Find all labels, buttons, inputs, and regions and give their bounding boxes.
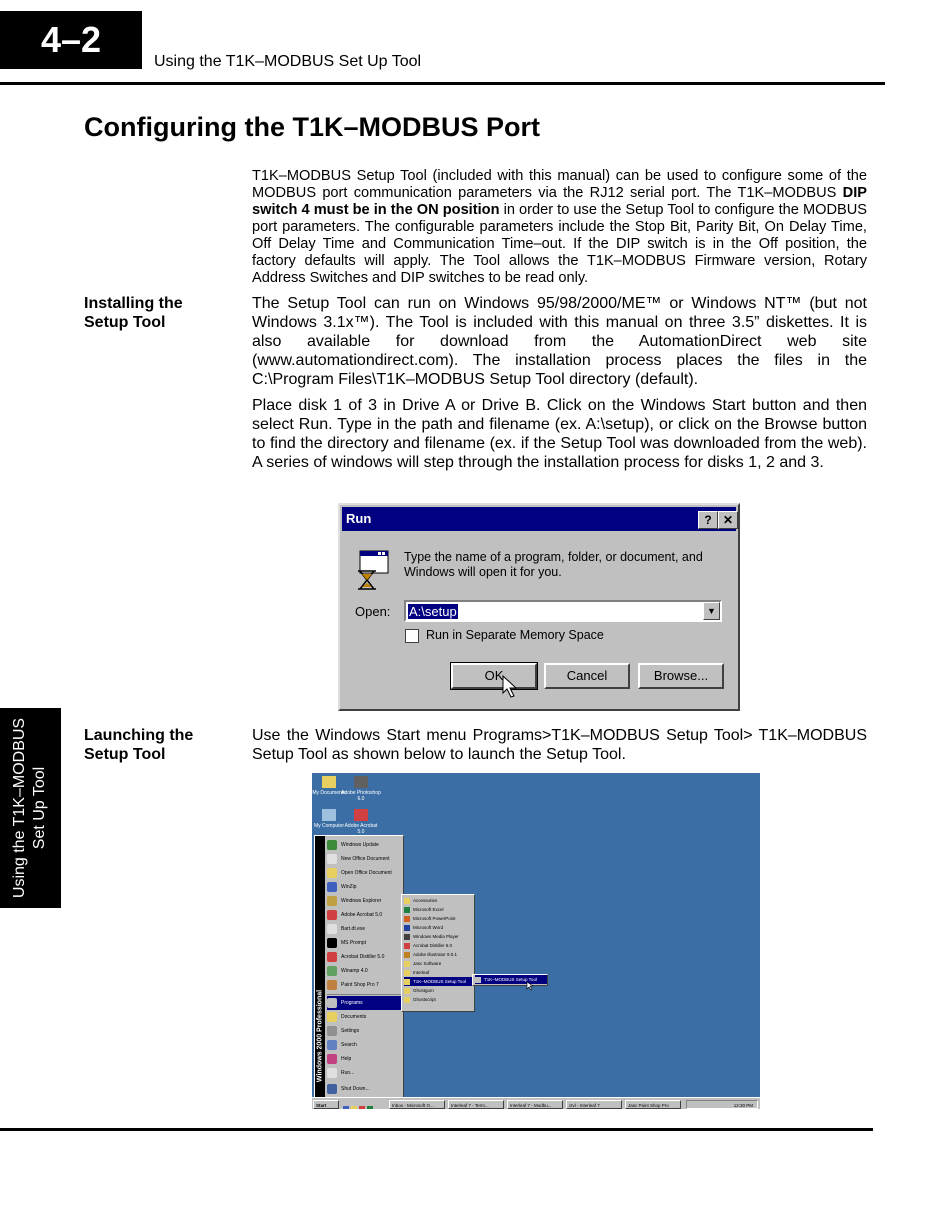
programs-submenu	[401, 894, 475, 1012]
browse-button[interactable]: Browse...	[638, 663, 724, 689]
tool-submenu	[472, 974, 548, 986]
start-menu-item[interactable]: MS Prompt	[327, 936, 401, 950]
menu-divider	[327, 994, 401, 995]
programs-item[interactable]: Ghostscript	[404, 995, 472, 1004]
system-tray-clock: 12:30 PM	[686, 1100, 758, 1109]
mouse-pointer-icon	[526, 981, 534, 991]
taskbar-task[interactable]: Inbox - Microsoft O...	[389, 1100, 445, 1109]
open-combobox[interactable]	[404, 600, 722, 622]
taskbar-task[interactable]: Interleaf 7 - Modbu...	[507, 1100, 563, 1109]
programs-item[interactable]: Interleaf	[404, 968, 472, 977]
launching-heading: Launching the Setup Tool	[84, 727, 194, 763]
start-menu-item[interactable]: Bart.dt.exe	[327, 922, 401, 936]
start-menu-item[interactable]: Help	[327, 1052, 401, 1066]
run-prompt: Type the name of a program, folder, or document, and Windows will open it for you.	[404, 550, 703, 579]
memory-space-label[interactable]: Run in Separate Memory Space	[426, 628, 604, 642]
start-menu-item[interactable]: Acrobat Distiller 5.0	[327, 950, 401, 964]
taskbar-task[interactable]: Interleaf 7 - Term...	[448, 1100, 504, 1109]
start-menu-item[interactable]: Open Office Document	[327, 866, 401, 880]
mouse-pointer-icon	[502, 675, 518, 699]
start-menu-band: Windows 2000 Professional	[315, 836, 325, 1098]
chevron-down-icon[interactable]: ▼	[703, 602, 720, 620]
start-menu-item[interactable]: Paint Shop Pro 7	[327, 978, 401, 992]
start-menu-item[interactable]: Windows Update	[327, 838, 401, 852]
programs-item[interactable]: Microsoft PowerPoint	[404, 914, 472, 923]
desktop-screenshot	[312, 773, 760, 1109]
programs-item-t1k-modbus[interactable]: T1K–MODBUS Setup Tool	[404, 977, 472, 986]
computer-icon	[322, 809, 336, 821]
start-button[interactable]: Start	[313, 1100, 339, 1109]
start-menu-item[interactable]: Adobe Acrobat 5.0	[327, 908, 401, 922]
programs-item[interactable]: Jasc Software	[404, 959, 472, 968]
start-menu-item[interactable]: Settings	[327, 1024, 401, 1038]
installing-paragraph-1: The Setup Tool can run on Windows 95/98/2000/ME™ or Windows NT™ (but not Windows 3.1x™). The Tool is included with this manual on three 3.5” diskettes. It is also available for download from the AutomationDirect web site (www.automationdirect.com). The installation process places the files in the C:\Program Files\T1K–MODBUS Setup Tool directory (default).	[252, 295, 867, 388]
programs-item[interactable]: Windows Media Player	[404, 932, 472, 941]
desktop-icon-label: Adobe Acrobat 5.0	[344, 823, 378, 835]
memory-space-checkbox[interactable]	[405, 629, 419, 643]
desktop-icon-label: Adobe Photoshop 6.0	[341, 790, 381, 802]
start-menu	[314, 835, 404, 1099]
installing-paragraph-2: Place disk 1 of 3 in Drive A or Drive B. Click on the Windows Start button and then select Run. Type in the path and filename (ex. A:\setup), or click on the Browse button to find the directory and filename (ex. if the Setup Tool was downloaded from the web). A series of windows will step through the installation process for disks 1, 2 and 3.	[252, 397, 867, 471]
intro-paragraph: T1K–MODBUS Setup Tool (included with this manual) can be used to configure some of the MODBUS port communication parameters via the RJ12 serial port. The T1K–MODBUS DIP switch 4 must be in the ON position in order to use the Setup Tool to configure the MODBUS port parameters. The configurable parameters include the Stop Bit, Parity Bit, On Delay Time, Off Delay Time and Communication Time–out. If the DIP switch is in the Off position, the factory defaults will apply. The Tool allows the T1K–MODBUS Firmware version, Rotary Address Switches and DIP switches to be read only.	[252, 168, 867, 286]
start-menu-item[interactable]: Shut Down...	[327, 1082, 401, 1096]
open-label: Open:	[355, 604, 391, 619]
start-menu-item[interactable]: Search	[327, 1038, 401, 1052]
start-menu-item[interactable]: New Office Document	[327, 852, 401, 866]
side-tab-text: Using the T1K–MODBUS Set Up Tool	[11, 717, 48, 899]
footer-rule	[0, 1128, 873, 1131]
tool-menu-item[interactable]: T1K–MODBUS Setup Tool	[475, 975, 547, 984]
taskbar	[312, 1097, 760, 1109]
chapter-number: 4–2	[0, 11, 142, 69]
help-button[interactable]: ?	[698, 511, 718, 529]
start-menu-item[interactable]: Run...	[327, 1066, 401, 1080]
section-title: Configuring the T1K–MODBUS Port	[84, 112, 540, 142]
start-menu-item-programs[interactable]: Programs	[327, 996, 401, 1010]
programs-item[interactable]: Accessories	[404, 896, 472, 905]
programs-item[interactable]: Microsoft Excel	[404, 905, 472, 914]
start-menu-item[interactable]: WinZip	[327, 880, 401, 894]
start-menu-item[interactable]: Documents	[327, 1010, 401, 1024]
run-program-icon	[354, 549, 394, 591]
start-menu-item[interactable]: Windows Explorer	[327, 894, 401, 908]
desktop-icon-label: My Documents	[312, 790, 346, 796]
start-menu-item[interactable]: Winamp 4.0	[327, 964, 401, 978]
programs-item[interactable]: Microsoft Word	[404, 923, 472, 932]
taskbar-task[interactable]: Jasc Paint Shop Pro	[625, 1100, 681, 1109]
chapter-side-tab	[0, 708, 61, 908]
desktop-icon-label: My Computer	[313, 823, 344, 829]
header-rule	[0, 82, 885, 85]
close-button[interactable]: ✕	[718, 511, 738, 529]
launching-paragraph: Use the Windows Start menu Programs>T1K–MODBUS Setup Tool> T1K–MODBUS Setup Tool as shown below to launch the Setup Tool.	[252, 727, 867, 763]
programs-item[interactable]: Adobe Illustrator 9.0.1	[404, 950, 472, 959]
taskbar-task[interactable]: ctvl - Interleaf 7	[566, 1100, 622, 1109]
quick-launch[interactable]	[342, 1100, 386, 1109]
run-title: Run	[346, 511, 372, 526]
running-title: Using the T1K–MODBUS Set Up Tool	[154, 53, 422, 70]
photoshop-icon	[354, 776, 368, 788]
run-titlebar	[342, 507, 736, 531]
run-dialog	[338, 503, 740, 711]
open-value[interactable]: A:\setup	[409, 604, 457, 619]
folder-icon	[322, 776, 336, 788]
ok-button[interactable]: OK	[451, 663, 537, 689]
installing-heading: Installing the Setup Tool	[84, 295, 183, 331]
cancel-button[interactable]: Cancel	[544, 663, 630, 689]
programs-item[interactable]: Ghostgum	[404, 986, 472, 995]
acrobat-icon	[354, 809, 368, 821]
programs-item[interactable]: Acrobat Distiller 6.0	[404, 941, 472, 950]
